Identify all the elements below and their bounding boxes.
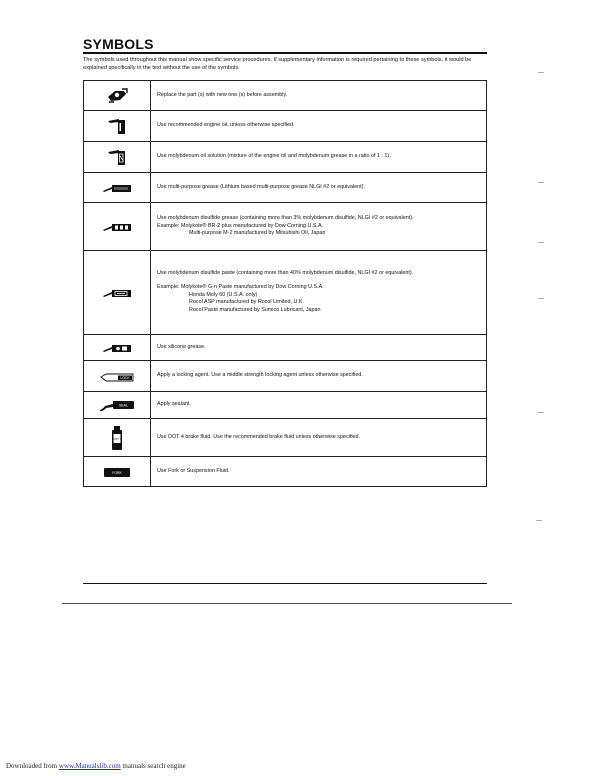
example-label: Example: [157,222,180,229]
table-row [84,173,487,203]
footer-prefix: Downloaded from [6,762,58,770]
molybdenum-oil-icon [107,148,127,166]
table-row [84,251,487,335]
icon-cell [84,457,151,487]
description-text: Use silicone grease. [157,343,206,350]
replace-part-icon [106,88,128,104]
example-item: Molykote® G-n Paste manufactured by Dow Corning U.S.A. [180,283,324,290]
grease-icon [102,182,132,194]
description-text: Use DOT 4 brake fluid. Use the recommended brake fluid unless otherwise specified. [157,433,361,440]
manualslib-link[interactable]: www.Manualslib.com [58,762,121,770]
description-cell [151,335,487,361]
description-text: Use Fork or Suspension Fluid. [157,467,230,474]
scan-mark [538,72,544,73]
description-cell [151,142,487,173]
locking-agent-icon [100,369,134,383]
icon-label: FORK [112,470,122,475]
description-cell [151,457,487,487]
description-text: Use recommended engine oil, unless otherwise specified. [157,122,295,129]
icon-label: DOT 4 [112,436,122,441]
bottom-divider [83,583,487,584]
page-edge-divider [62,603,512,604]
example-item: Rocol ASP manufactured by Rocol Limited, U.K. [189,299,304,306]
description-cell [151,392,487,419]
silicone-grease-icon [102,342,132,354]
example-item: Multi-purpose M-2 manufactured by Mitsubishi Oil, Japan [189,230,326,237]
icon-label: LOCK [120,376,130,381]
description-cell [151,173,487,203]
engine-oil-icon [107,117,127,135]
footer-suffix: manuals search engine [122,762,186,770]
description-text: Replace the part (s) with new one (s) before assembly. [157,91,288,98]
molybdenum-grease-icon [102,221,132,233]
icon-cell [84,361,151,392]
icon-cell [84,251,151,335]
scan-mark [538,298,544,299]
description-text: Use molybdenum disulfide grease (containing more than 3% molybdenum disulfide, NLGI #2 or equivalent). [157,214,414,221]
table-row [84,335,487,361]
table-row [84,81,487,111]
description-cell [151,419,487,457]
table-row [84,111,487,142]
scan-mark [538,242,544,243]
scan-mark [538,412,544,413]
download-footer [6,762,186,770]
fork-fluid-icon [103,466,131,478]
icon-cell [84,335,151,361]
description-text: Use multi-purpose grease (Lithium based multi-purpose grease NLGI #2 or equivalent). [157,183,365,190]
scan-mark [538,182,544,183]
table-row [84,419,487,457]
table-row [84,457,487,487]
table-row [84,361,487,392]
page-title: SYMBOLS [83,36,154,52]
description-cell [151,111,487,142]
icon-cell [84,419,151,457]
table-row [84,142,487,173]
description-cell [151,251,487,335]
icon-cell [84,392,151,419]
brake-fluid-icon [110,425,124,451]
description-cell [151,81,487,111]
example-line [157,284,482,292]
description-text: Apply sealant. [157,401,191,408]
example-line [157,223,482,231]
description-text: Use molybdenum disulfide paste (containing more than 40% molybdenum disulfide, NLGI #2 or equivalent). [157,270,414,276]
example-item: Honda Moly 60 (U.S.A. only) [189,291,258,298]
description-cell [151,203,487,251]
example-label: Example: [157,283,180,290]
title-divider [83,52,487,54]
icon-cell [84,142,151,173]
description-text: Use molybdenum oil solution (mixture of the engine oil and molybdenum grease in a ratio of 1 : 1). [157,153,391,160]
example-item: Molykote® BR-2 plus manufactured by Dow Corning U.S.A. [180,222,324,229]
description-cell [151,361,487,392]
icon-cell [84,81,151,111]
table-row [84,392,487,419]
icon-cell [84,203,151,251]
symbols-table [83,80,487,487]
description-text: Apply a locking agent. Use a middle strength locking agent unless otherwise specified. [157,372,363,379]
icon-label: SEAL [118,403,129,408]
sealant-icon [99,398,135,412]
icon-cell [84,173,151,203]
example-item: Rocol Paste manufactured by Sumico Lubricant, Japan [189,307,321,314]
table-row [84,203,487,251]
icon-cell [84,111,151,142]
molybdenum-paste-icon [102,287,132,299]
intro-paragraph: The symbols used throughout this manual show specific service procedures. If supplementary information is required pertaining to these symbols, it would be explained specifically in the text without the use of the symbols. [83,57,472,71]
scan-mark [536,520,542,521]
